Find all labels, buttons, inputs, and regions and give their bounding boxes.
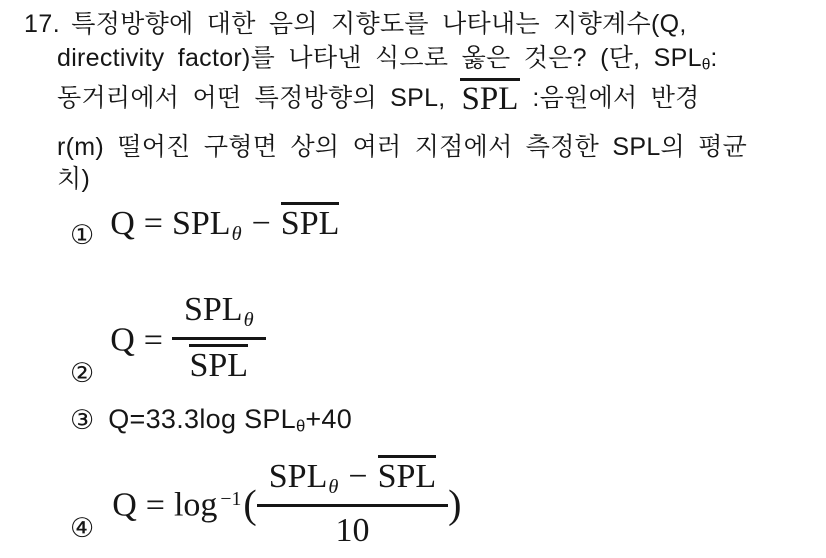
question-line-1 <box>24 8 687 41</box>
question-text-3-after: :음원에서 반경 <box>532 84 700 112</box>
theta-subscript: θ <box>328 475 339 498</box>
question-line-3 <box>57 78 700 117</box>
question-text-1: 특정방향에 대한 음의 지향도를 나타내는 지향계수(Q, <box>71 10 687 38</box>
choice-1-formula <box>110 202 339 246</box>
question-number: 17. <box>24 10 61 38</box>
theta-subscript: θ <box>296 416 306 436</box>
q-symbol: Q <box>112 486 137 524</box>
choice-2-marker: ② <box>70 358 95 389</box>
equals-sign: = <box>143 205 163 242</box>
choice-2 <box>70 290 266 395</box>
question-line-2 <box>57 42 718 76</box>
minus-sign: − <box>348 458 368 495</box>
spl-theta-symbol: SPL <box>183 291 243 328</box>
equals-sign: = <box>145 486 165 524</box>
question-line-5 <box>57 163 90 196</box>
fraction-denominator: 10 <box>335 512 370 550</box>
spl-theta-symbol: SPL <box>171 205 231 242</box>
choice-1-marker: ① <box>70 220 95 251</box>
spl-mean-symbol: SPL <box>189 344 248 384</box>
spl-mean-symbol: SPL <box>460 78 521 117</box>
inverse-superscript: −1 <box>220 487 242 510</box>
right-paren: ) <box>448 481 462 527</box>
equals-sign: = <box>143 321 163 359</box>
choice-1 <box>70 202 340 251</box>
choice-4-marker: ④ <box>70 513 95 544</box>
theta-subscript: θ <box>243 308 254 331</box>
q-symbol: Q <box>110 321 135 359</box>
question-text-2: directivity factor)를 나타낸 식으로 옳은 것은? (단, SPL <box>57 44 702 72</box>
question-text-5: 치) <box>57 165 91 193</box>
choice-2-formula <box>110 290 265 395</box>
theta-subscript: θ <box>701 56 711 74</box>
fraction-denominator <box>172 340 266 387</box>
theta-subscript: θ <box>231 222 242 245</box>
left-paren: ( <box>243 481 257 527</box>
choice-3-formula <box>108 404 352 437</box>
question-text-3: 동거리에서 어떤 특정방향의 SPL, <box>57 84 446 112</box>
q-symbol: Q <box>110 205 135 242</box>
fraction <box>257 455 448 552</box>
question-line-4 <box>57 131 747 164</box>
fraction-numerator <box>172 290 266 340</box>
spl-mean-symbol: SPL <box>281 202 340 242</box>
choice-3-marker: ③ <box>70 404 95 435</box>
choice-4 <box>70 455 462 558</box>
spl-theta-symbol: SPL <box>268 458 328 495</box>
fraction-numerator <box>257 455 448 507</box>
formula-text: Q=33.3log SPL <box>108 404 297 434</box>
minus-sign: − <box>251 205 271 242</box>
fraction <box>172 290 266 387</box>
question-text-4: r(m) 떨어진 구형면 상의 여러 지점에서 측정한 SPL의 평균 <box>57 133 748 161</box>
spl-mean-symbol: SPL <box>378 455 437 495</box>
choice-4-formula <box>112 455 461 558</box>
question-text-2-colon: : <box>710 44 718 72</box>
log-function: log <box>173 486 218 524</box>
formula-text-after: +40 <box>305 404 353 434</box>
choice-3 <box>70 404 352 437</box>
